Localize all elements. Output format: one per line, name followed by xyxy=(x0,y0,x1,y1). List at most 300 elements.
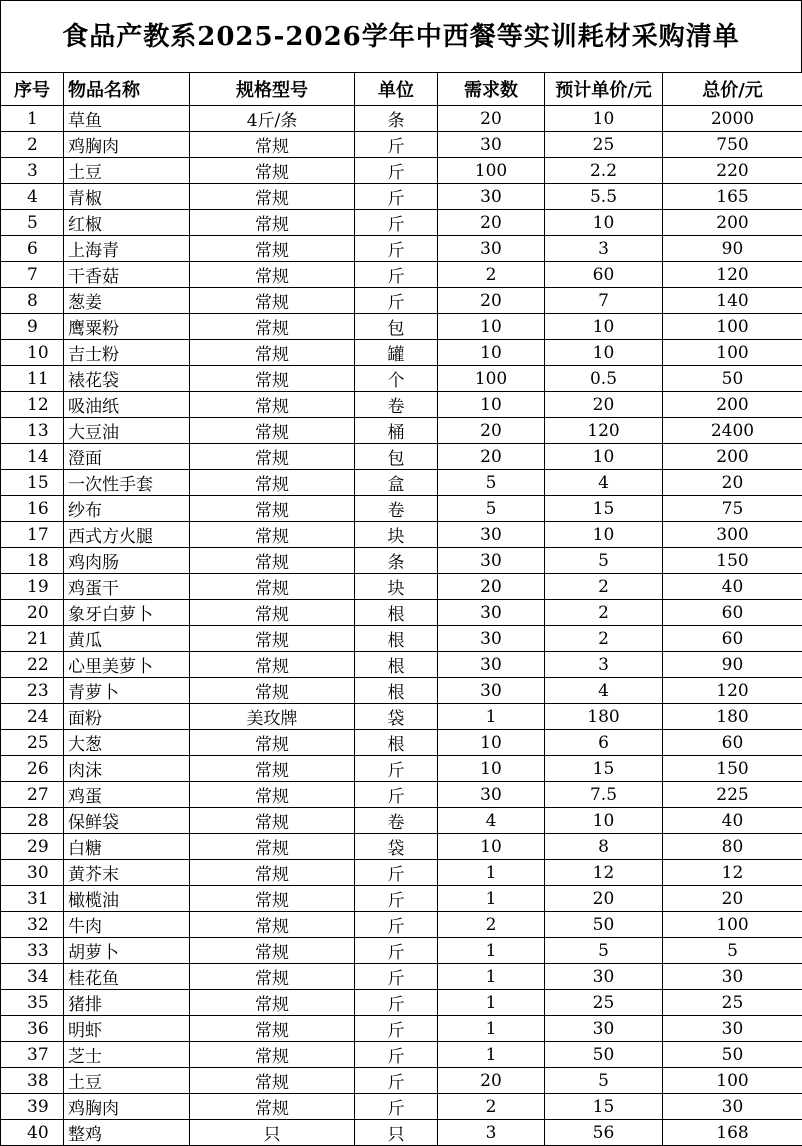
cell-item-name[interactable]: 一次性手套 xyxy=(64,470,190,496)
header-unit[interactable]: 单位 xyxy=(355,73,438,106)
cell-index[interactable]: 36 xyxy=(1,1016,64,1042)
cell-index[interactable]: 23 xyxy=(1,678,64,704)
cell-spec[interactable]: 常规 xyxy=(190,678,355,704)
table-row xyxy=(1,964,802,990)
cell-index[interactable]: 6 xyxy=(1,236,64,262)
cell-unit-price[interactable]: 7.5 xyxy=(545,782,663,808)
cell-unit[interactable]: 袋 xyxy=(355,834,438,860)
cell-unit[interactable]: 斤 xyxy=(355,938,438,964)
cell-unit-price[interactable]: 50 xyxy=(545,912,663,938)
cell-quantity[interactable]: 20 xyxy=(438,106,545,132)
cell-spec[interactable]: 常规 xyxy=(190,886,355,912)
cell-quantity[interactable]: 10 xyxy=(438,340,545,366)
cell-unit[interactable]: 根 xyxy=(355,600,438,626)
cell-unit-price[interactable]: 10 xyxy=(545,522,663,548)
cell-unit[interactable]: 斤 xyxy=(355,886,438,912)
cell-index[interactable]: 33 xyxy=(1,938,64,964)
cell-unit-price[interactable]: 5 xyxy=(545,1068,663,1094)
cell-index[interactable]: 20 xyxy=(1,600,64,626)
cell-unit[interactable]: 包 xyxy=(355,444,438,470)
cell-quantity[interactable]: 20 xyxy=(438,288,545,314)
cell-total[interactable]: 168 xyxy=(663,1120,802,1146)
cell-unit-price[interactable]: 7 xyxy=(545,288,663,314)
cell-item-name[interactable]: 鸡肉肠 xyxy=(64,548,190,574)
header-spec[interactable]: 规格型号 xyxy=(190,73,355,106)
cell-unit-price[interactable]: 0.5 xyxy=(545,366,663,392)
cell-item-name[interactable]: 保鲜袋 xyxy=(64,808,190,834)
cell-spec[interactable]: 常规 xyxy=(190,392,355,418)
cell-unit-price[interactable]: 2 xyxy=(545,626,663,652)
cell-unit-price[interactable]: 25 xyxy=(545,132,663,158)
cell-item-name[interactable]: 黄芥末 xyxy=(64,860,190,886)
cell-index[interactable]: 7 xyxy=(1,262,64,288)
cell-spec[interactable]: 4斤/条 xyxy=(190,106,355,132)
cell-spec[interactable]: 常规 xyxy=(190,1068,355,1094)
cell-unit[interactable]: 条 xyxy=(355,106,438,132)
cell-total[interactable]: 120 xyxy=(663,262,802,288)
cell-unit[interactable]: 桶 xyxy=(355,418,438,444)
cell-index[interactable]: 1 xyxy=(1,106,64,132)
cell-item-name[interactable]: 明虾 xyxy=(64,1016,190,1042)
cell-spec[interactable]: 常规 xyxy=(190,990,355,1016)
cell-unit[interactable]: 斤 xyxy=(355,1068,438,1094)
cell-unit-price[interactable]: 2 xyxy=(545,574,663,600)
cell-index[interactable]: 25 xyxy=(1,730,64,756)
cell-index[interactable]: 26 xyxy=(1,756,64,782)
cell-total[interactable]: 25 xyxy=(663,990,802,1016)
cell-item-name[interactable]: 牛肉 xyxy=(64,912,190,938)
cell-item-name[interactable]: 鸡胸肉 xyxy=(64,132,190,158)
cell-index[interactable]: 22 xyxy=(1,652,64,678)
cell-quantity[interactable]: 1 xyxy=(438,964,545,990)
cell-spec[interactable]: 常规 xyxy=(190,1042,355,1068)
cell-quantity[interactable]: 1 xyxy=(438,1042,545,1068)
cell-item-name[interactable]: 面粉 xyxy=(64,704,190,730)
cell-index[interactable]: 39 xyxy=(1,1094,64,1120)
cell-item-name[interactable]: 红椒 xyxy=(64,210,190,236)
cell-spec[interactable]: 常规 xyxy=(190,366,355,392)
cell-quantity[interactable]: 5 xyxy=(438,496,545,522)
cell-index[interactable]: 38 xyxy=(1,1068,64,1094)
cell-index[interactable]: 11 xyxy=(1,366,64,392)
cell-unit-price[interactable]: 5 xyxy=(545,548,663,574)
cell-item-name[interactable]: 吸油纸 xyxy=(64,392,190,418)
cell-total[interactable]: 200 xyxy=(663,444,802,470)
cell-quantity[interactable]: 1 xyxy=(438,886,545,912)
cell-total[interactable]: 750 xyxy=(663,132,802,158)
cell-total[interactable]: 30 xyxy=(663,1016,802,1042)
cell-quantity[interactable]: 30 xyxy=(438,548,545,574)
cell-spec[interactable]: 常规 xyxy=(190,756,355,782)
cell-total[interactable]: 2000 xyxy=(663,106,802,132)
cell-unit[interactable]: 斤 xyxy=(355,1042,438,1068)
table-row xyxy=(1,756,802,782)
cell-quantity[interactable]: 30 xyxy=(438,522,545,548)
cell-unit-price[interactable]: 3 xyxy=(545,652,663,678)
cell-item-name[interactable]: 草鱼 xyxy=(64,106,190,132)
cell-total[interactable]: 100 xyxy=(663,314,802,340)
cell-total[interactable]: 150 xyxy=(663,548,802,574)
header-index[interactable]: 序号 xyxy=(1,73,64,106)
cell-unit-price[interactable]: 50 xyxy=(545,1042,663,1068)
cell-item-name[interactable]: 猪排 xyxy=(64,990,190,1016)
cell-unit-price[interactable]: 20 xyxy=(545,392,663,418)
cell-unit-price[interactable]: 15 xyxy=(545,1094,663,1120)
cell-quantity[interactable]: 2 xyxy=(438,262,545,288)
cell-unit[interactable]: 只 xyxy=(355,1120,438,1146)
cell-item-name[interactable]: 象牙白萝卜 xyxy=(64,600,190,626)
cell-index[interactable]: 2 xyxy=(1,132,64,158)
table-row xyxy=(1,132,802,158)
cell-unit-price[interactable]: 6 xyxy=(545,730,663,756)
cell-quantity[interactable]: 1 xyxy=(438,1016,545,1042)
cell-total[interactable]: 150 xyxy=(663,756,802,782)
cell-total[interactable]: 60 xyxy=(663,626,802,652)
table-row xyxy=(1,522,802,548)
cell-spec[interactable]: 常规 xyxy=(190,626,355,652)
cell-item-name[interactable]: 土豆 xyxy=(64,1068,190,1094)
cell-quantity[interactable]: 10 xyxy=(438,730,545,756)
cell-item-name[interactable]: 土豆 xyxy=(64,158,190,184)
cell-quantity[interactable]: 10 xyxy=(438,314,545,340)
cell-index[interactable]: 15 xyxy=(1,470,64,496)
cell-item-name[interactable]: 鸡蛋干 xyxy=(64,574,190,600)
cell-quantity[interactable]: 100 xyxy=(438,366,545,392)
cell-total[interactable]: 100 xyxy=(663,340,802,366)
cell-spec[interactable]: 常规 xyxy=(190,730,355,756)
cell-spec[interactable]: 常规 xyxy=(190,938,355,964)
table-row xyxy=(1,808,802,834)
cell-quantity[interactable]: 20 xyxy=(438,574,545,600)
cell-spec[interactable]: 常规 xyxy=(190,912,355,938)
cell-index[interactable]: 24 xyxy=(1,704,64,730)
cell-unit[interactable]: 袋 xyxy=(355,704,438,730)
cell-spec[interactable]: 常规 xyxy=(190,574,355,600)
cell-total[interactable]: 5 xyxy=(663,938,802,964)
cell-total[interactable]: 20 xyxy=(663,886,802,912)
table-row xyxy=(1,106,802,132)
cell-item-name[interactable]: 葱姜 xyxy=(64,288,190,314)
cell-spec[interactable]: 常规 xyxy=(190,418,355,444)
cell-quantity[interactable]: 1 xyxy=(438,704,545,730)
header-total[interactable]: 总价/元 xyxy=(663,73,802,106)
cell-unit[interactable]: 斤 xyxy=(355,990,438,1016)
table-row xyxy=(1,574,802,600)
cell-unit[interactable]: 卷 xyxy=(355,496,438,522)
cell-total[interactable]: 75 xyxy=(663,496,802,522)
cell-index[interactable]: 17 xyxy=(1,522,64,548)
cell-unit[interactable]: 根 xyxy=(355,652,438,678)
cell-unit[interactable]: 斤 xyxy=(355,184,438,210)
cell-unit-price[interactable]: 30 xyxy=(545,964,663,990)
cell-spec[interactable]: 常规 xyxy=(190,782,355,808)
cell-quantity[interactable]: 5 xyxy=(438,470,545,496)
cell-total[interactable]: 80 xyxy=(663,834,802,860)
cell-index[interactable]: 30 xyxy=(1,860,64,886)
cell-spec[interactable]: 常规 xyxy=(190,964,355,990)
cell-quantity[interactable]: 30 xyxy=(438,132,545,158)
cell-unit-price[interactable]: 8 xyxy=(545,834,663,860)
cell-unit[interactable]: 根 xyxy=(355,730,438,756)
cell-quantity[interactable]: 30 xyxy=(438,652,545,678)
cell-total[interactable]: 200 xyxy=(663,392,802,418)
cell-index[interactable]: 13 xyxy=(1,418,64,444)
cell-item-name[interactable]: 大葱 xyxy=(64,730,190,756)
cell-unit-price[interactable]: 15 xyxy=(545,756,663,782)
cell-quantity[interactable]: 20 xyxy=(438,210,545,236)
cell-unit[interactable]: 斤 xyxy=(355,860,438,886)
cell-total[interactable]: 220 xyxy=(663,158,802,184)
cell-unit[interactable]: 块 xyxy=(355,522,438,548)
cell-total[interactable]: 100 xyxy=(663,912,802,938)
cell-quantity[interactable]: 30 xyxy=(438,236,545,262)
cell-unit-price[interactable]: 60 xyxy=(545,262,663,288)
cell-quantity[interactable]: 10 xyxy=(438,756,545,782)
cell-total[interactable]: 60 xyxy=(663,730,802,756)
cell-item-name[interactable]: 鹰粟粉 xyxy=(64,314,190,340)
cell-item-name[interactable]: 纱布 xyxy=(64,496,190,522)
cell-unit-price[interactable]: 180 xyxy=(545,704,663,730)
cell-spec[interactable]: 常规 xyxy=(190,288,355,314)
cell-unit-price[interactable]: 12 xyxy=(545,860,663,886)
cell-item-name[interactable]: 白糖 xyxy=(64,834,190,860)
cell-spec[interactable]: 常规 xyxy=(190,1094,355,1120)
cell-unit[interactable]: 个 xyxy=(355,366,438,392)
cell-index[interactable]: 28 xyxy=(1,808,64,834)
table-row xyxy=(1,418,802,444)
cell-index[interactable]: 8 xyxy=(1,288,64,314)
cell-unit-price[interactable]: 10 xyxy=(545,210,663,236)
cell-quantity[interactable]: 2 xyxy=(438,912,545,938)
cell-total[interactable]: 90 xyxy=(663,652,802,678)
cell-quantity[interactable]: 100 xyxy=(438,158,545,184)
cell-item-name[interactable]: 肉沫 xyxy=(64,756,190,782)
cell-unit-price[interactable]: 120 xyxy=(545,418,663,444)
cell-spec[interactable]: 常规 xyxy=(190,184,355,210)
cell-quantity[interactable]: 30 xyxy=(438,600,545,626)
cell-item-name[interactable]: 鸡蛋 xyxy=(64,782,190,808)
cell-unit-price[interactable]: 3 xyxy=(545,236,663,262)
cell-quantity[interactable]: 10 xyxy=(438,392,545,418)
cell-unit-price[interactable]: 15 xyxy=(545,496,663,522)
cell-spec[interactable]: 美玫牌 xyxy=(190,704,355,730)
cell-total[interactable]: 40 xyxy=(663,574,802,600)
cell-unit-price[interactable]: 25 xyxy=(545,990,663,1016)
cell-spec[interactable]: 常规 xyxy=(190,860,355,886)
cell-quantity[interactable]: 4 xyxy=(438,808,545,834)
cell-quantity[interactable]: 20 xyxy=(438,444,545,470)
header-quantity[interactable]: 需求数 xyxy=(438,73,545,106)
cell-total[interactable]: 50 xyxy=(663,1042,802,1068)
cell-index[interactable]: 21 xyxy=(1,626,64,652)
cell-unit[interactable]: 斤 xyxy=(355,912,438,938)
cell-item-name[interactable]: 黄瓜 xyxy=(64,626,190,652)
cell-index[interactable]: 32 xyxy=(1,912,64,938)
cell-total[interactable]: 140 xyxy=(663,288,802,314)
cell-quantity[interactable]: 30 xyxy=(438,626,545,652)
cell-spec[interactable]: 只 xyxy=(190,1120,355,1146)
cell-total[interactable]: 165 xyxy=(663,184,802,210)
cell-quantity[interactable]: 30 xyxy=(438,184,545,210)
cell-spec[interactable]: 常规 xyxy=(190,132,355,158)
cell-spec[interactable]: 常规 xyxy=(190,444,355,470)
cell-spec[interactable]: 常规 xyxy=(190,652,355,678)
table-row xyxy=(1,288,802,314)
cell-index[interactable]: 19 xyxy=(1,574,64,600)
cell-spec[interactable]: 常规 xyxy=(190,522,355,548)
cell-unit-price[interactable]: 5.5 xyxy=(545,184,663,210)
cell-total[interactable]: 30 xyxy=(663,1094,802,1120)
cell-spec[interactable]: 常规 xyxy=(190,210,355,236)
cell-unit-price[interactable]: 2.2 xyxy=(545,158,663,184)
cell-item-name[interactable]: 大豆油 xyxy=(64,418,190,444)
cell-spec[interactable]: 常规 xyxy=(190,1016,355,1042)
cell-total[interactable]: 120 xyxy=(663,678,802,704)
cell-item-name[interactable]: 干香菇 xyxy=(64,262,190,288)
table-row xyxy=(1,314,802,340)
cell-item-name[interactable]: 整鸡 xyxy=(64,1120,190,1146)
cell-quantity[interactable]: 30 xyxy=(438,678,545,704)
cell-item-name[interactable]: 鸡胸肉 xyxy=(64,1094,190,1120)
cell-spec[interactable]: 常规 xyxy=(190,496,355,522)
cell-total[interactable]: 90 xyxy=(663,236,802,262)
cell-index[interactable]: 29 xyxy=(1,834,64,860)
cell-index[interactable]: 4 xyxy=(1,184,64,210)
cell-spec[interactable]: 常规 xyxy=(190,340,355,366)
cell-item-name[interactable]: 青萝卜 xyxy=(64,678,190,704)
cell-item-name[interactable]: 芝士 xyxy=(64,1042,190,1068)
cell-item-name[interactable]: 胡萝卜 xyxy=(64,938,190,964)
cell-unit-price[interactable]: 4 xyxy=(545,678,663,704)
cell-total[interactable]: 60 xyxy=(663,600,802,626)
cell-unit[interactable]: 盒 xyxy=(355,470,438,496)
cell-unit-price[interactable]: 5 xyxy=(545,938,663,964)
cell-index[interactable]: 14 xyxy=(1,444,64,470)
cell-unit[interactable]: 斤 xyxy=(355,1016,438,1042)
cell-index[interactable]: 40 xyxy=(1,1120,64,1146)
cell-item-name[interactable]: 裱花袋 xyxy=(64,366,190,392)
cell-total[interactable]: 100 xyxy=(663,1068,802,1094)
cell-unit[interactable]: 块 xyxy=(355,574,438,600)
cell-unit[interactable]: 罐 xyxy=(355,340,438,366)
cell-item-name[interactable]: 橄榄油 xyxy=(64,886,190,912)
cell-quantity[interactable]: 1 xyxy=(438,860,545,886)
cell-unit[interactable]: 根 xyxy=(355,678,438,704)
cell-unit[interactable]: 条 xyxy=(355,548,438,574)
cell-quantity[interactable]: 3 xyxy=(438,1120,545,1146)
cell-index[interactable]: 10 xyxy=(1,340,64,366)
cell-total[interactable]: 300 xyxy=(663,522,802,548)
cell-item-name[interactable]: 桂花鱼 xyxy=(64,964,190,990)
cell-quantity[interactable]: 1 xyxy=(438,938,545,964)
cell-item-name[interactable]: 青椒 xyxy=(64,184,190,210)
cell-unit-price[interactable]: 10 xyxy=(545,106,663,132)
cell-unit[interactable]: 斤 xyxy=(355,210,438,236)
table-row xyxy=(1,600,802,626)
cell-quantity[interactable]: 20 xyxy=(438,418,545,444)
cell-index[interactable]: 3 xyxy=(1,158,64,184)
cell-index[interactable]: 12 xyxy=(1,392,64,418)
cell-item-name[interactable]: 西式方火腿 xyxy=(64,522,190,548)
cell-total[interactable]: 20 xyxy=(663,470,802,496)
cell-spec[interactable]: 常规 xyxy=(190,470,355,496)
cell-total[interactable]: 225 xyxy=(663,782,802,808)
cell-unit-price[interactable]: 20 xyxy=(545,886,663,912)
cell-unit-price[interactable]: 10 xyxy=(545,314,663,340)
cell-unit-price[interactable]: 56 xyxy=(545,1120,663,1146)
cell-unit[interactable]: 斤 xyxy=(355,262,438,288)
cell-unit[interactable]: 斤 xyxy=(355,756,438,782)
table-row xyxy=(1,678,802,704)
cell-index[interactable]: 27 xyxy=(1,782,64,808)
cell-index[interactable]: 35 xyxy=(1,990,64,1016)
cell-total[interactable]: 200 xyxy=(663,210,802,236)
cell-unit[interactable]: 斤 xyxy=(355,158,438,184)
cell-total[interactable]: 2400 xyxy=(663,418,802,444)
cell-unit[interactable]: 斤 xyxy=(355,236,438,262)
cell-unit[interactable]: 卷 xyxy=(355,392,438,418)
cell-spec[interactable]: 常规 xyxy=(190,808,355,834)
cell-quantity[interactable]: 2 xyxy=(438,1094,545,1120)
cell-item-name[interactable]: 吉士粉 xyxy=(64,340,190,366)
cell-spec[interactable]: 常规 xyxy=(190,834,355,860)
cell-index[interactable]: 34 xyxy=(1,964,64,990)
cell-unit[interactable]: 根 xyxy=(355,626,438,652)
cell-quantity[interactable]: 1 xyxy=(438,990,545,1016)
cell-unit-price[interactable]: 10 xyxy=(545,444,663,470)
cell-unit[interactable]: 斤 xyxy=(355,132,438,158)
cell-unit[interactable]: 斤 xyxy=(355,288,438,314)
cell-total[interactable]: 40 xyxy=(663,808,802,834)
cell-total[interactable]: 12 xyxy=(663,860,802,886)
cell-index[interactable]: 37 xyxy=(1,1042,64,1068)
cell-index[interactable]: 31 xyxy=(1,886,64,912)
cell-unit[interactable]: 斤 xyxy=(355,782,438,808)
cell-unit[interactable]: 斤 xyxy=(355,1094,438,1120)
cell-index[interactable]: 18 xyxy=(1,548,64,574)
cell-unit[interactable]: 斤 xyxy=(355,964,438,990)
cell-spec[interactable]: 常规 xyxy=(190,236,355,262)
cell-unit-price[interactable]: 10 xyxy=(545,808,663,834)
cell-item-name[interactable]: 上海青 xyxy=(64,236,190,262)
cell-unit-price[interactable]: 4 xyxy=(545,470,663,496)
cell-unit[interactable]: 包 xyxy=(355,314,438,340)
cell-spec[interactable]: 常规 xyxy=(190,262,355,288)
cell-quantity[interactable]: 30 xyxy=(438,782,545,808)
cell-item-name[interactable]: 心里美萝卜 xyxy=(64,652,190,678)
cell-unit-price[interactable]: 30 xyxy=(545,1016,663,1042)
cell-spec[interactable]: 常规 xyxy=(190,314,355,340)
cell-index[interactable]: 16 xyxy=(1,496,64,522)
cell-index[interactable]: 5 xyxy=(1,210,64,236)
cell-quantity[interactable]: 10 xyxy=(438,834,545,860)
cell-total[interactable]: 30 xyxy=(663,964,802,990)
cell-unit[interactable]: 卷 xyxy=(355,808,438,834)
table-row xyxy=(1,860,802,886)
header-unit-price[interactable]: 预计单价/元 xyxy=(545,73,663,106)
cell-spec[interactable]: 常规 xyxy=(190,600,355,626)
cell-item-name[interactable]: 澄面 xyxy=(64,444,190,470)
cell-index[interactable]: 9 xyxy=(1,314,64,340)
cell-total[interactable]: 50 xyxy=(663,366,802,392)
cell-unit-price[interactable]: 2 xyxy=(545,600,663,626)
cell-spec[interactable]: 常规 xyxy=(190,548,355,574)
cell-unit-price[interactable]: 10 xyxy=(545,340,663,366)
cell-total[interactable]: 180 xyxy=(663,704,802,730)
cell-spec[interactable]: 常规 xyxy=(190,158,355,184)
cell-quantity[interactable]: 20 xyxy=(438,1068,545,1094)
header-item-name[interactable]: 物品名称 xyxy=(64,73,190,106)
